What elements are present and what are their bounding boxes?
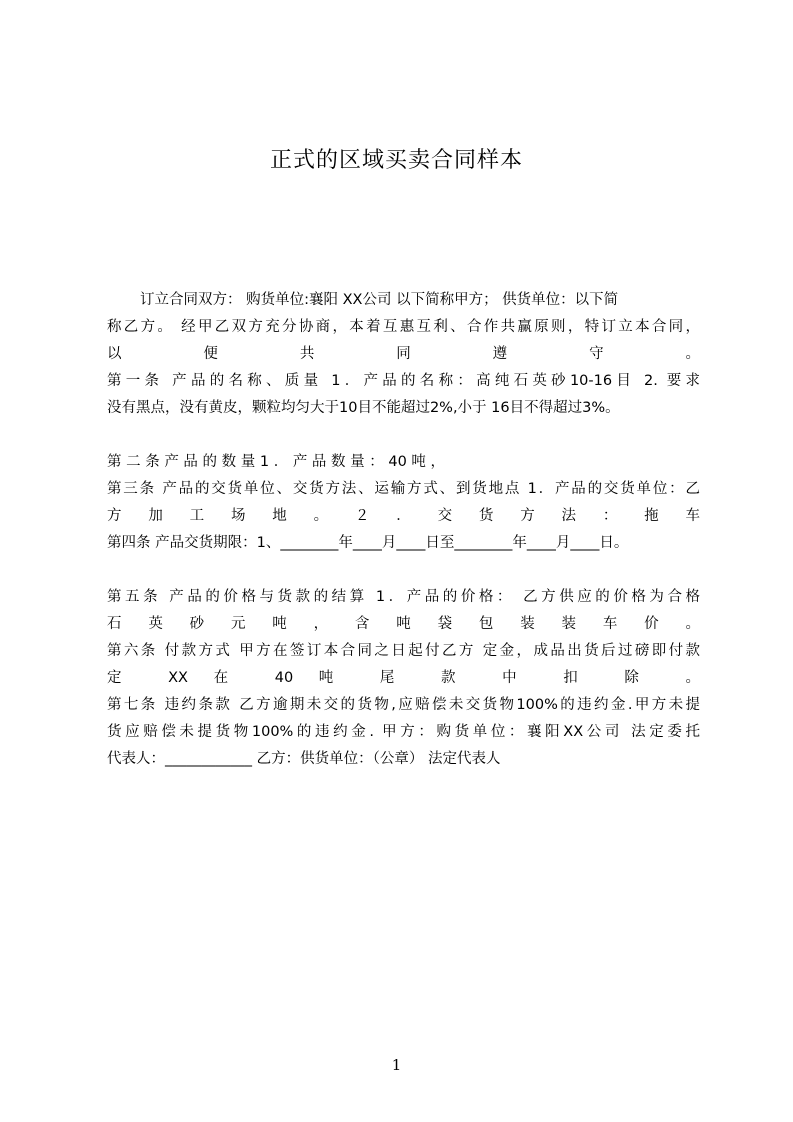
paragraph-line: 第三条 产品的交货单位、交货方法、运输方式、到货地点 1．产品的交货单位：乙 — [107, 481, 700, 497]
document-title: 正式的区域买卖合同样本 — [269, 148, 523, 173]
paragraph-line: 称乙方。 经甲乙双方充分协商，本着互惠互利、合作共赢原则，特订立本合同， — [107, 319, 700, 335]
paragraph-line: 第一条 产品的名称、质量 1．产品的名称：高纯石英砂10-16目 2. 要求 — [107, 373, 700, 389]
paragraph-line: 第四条 产品交货期限：1、________年____月____日至________年____月____日。 — [107, 535, 629, 551]
paragraph-line: 第六条 付款方式 甲方在签订本合同之日起付乙方 定金，成品出货后过磅即付款 — [107, 643, 700, 659]
page-number: 1 — [391, 1056, 402, 1074]
paragraph-line: 第五条 产品的价格与货款的结算 1．产品的价格： 乙方供应的价格为合格 — [107, 589, 700, 605]
paragraph-line: 货应赔偿未提货物100%的违约金. 甲方：购货单位：襄阳XX公司 法定委托 — [107, 724, 700, 740]
paragraph-line: 第七条 违约条款 乙方逾期未交的货物,应赔偿未交货物100%的违约金.甲方未提 — [107, 697, 700, 713]
paragraph-line: 定 XX 在 40 吨 尾 款 中 扣 除 。 — [107, 670, 700, 686]
paragraph-line: 第 二 条 产 品 的 数 量 1 ． 产 品 数 量 ： 40 吨 ， — [107, 454, 446, 470]
paragraph-line: 代表人：____________ 乙方：供货单位：（公章） 法定代表人 — [107, 751, 501, 767]
paragraph-line: 以 便 共 同 遵 守 。 — [107, 346, 700, 362]
paragraph-line: 石 英 砂 元 吨 ， 含 吨 袋 包 装 装 车 价 。 — [107, 616, 700, 632]
paragraph-line: 订立合同双方： 购货单位:襄阳 XX公司 以下简称甲方； 供货单位：以下简 — [140, 292, 619, 308]
paragraph-line: 方 加 工 场 地 。 ２ ． 交 货 方 法 ： 拖 车 — [107, 508, 700, 524]
paragraph-line: 没有黑点，没有黄皮，颗粒均匀大于10目不能超过2%,小于 16目不得超过3%。 — [107, 400, 620, 416]
